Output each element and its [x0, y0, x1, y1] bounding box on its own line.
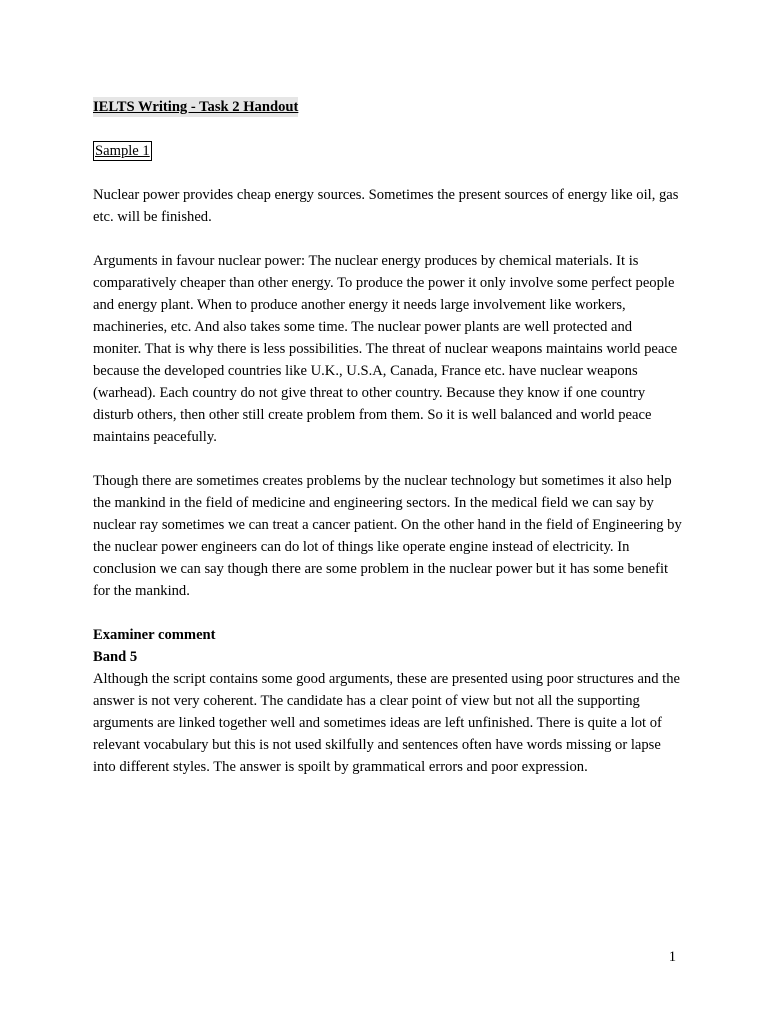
- document-title: IELTS Writing - Task 2 Handout: [93, 99, 299, 115]
- document-page: [93, 96, 683, 778]
- examiner-comment-text: Although the script contains some good arguments, these are presented using poor structures and the answer is not very coherent. The candidate has a clear point of view but not all the supporting arguments are linked together well and sometimes ideas are left unfinished. There is quite a lot of relevant vocabulary but this is not used skilfully and sentences often have words missing or lapse into different styles. The answer is spoilt by grammatical errors and poor expression.: [93, 671, 680, 775]
- essay-paragraph-3: Though there are sometimes creates problems by the nuclear technology but sometimes it also help the mankind in the field of medicine and engineering sectors. In the medical field we can say by nuclear ray sometimes we can treat a cancer patient. On the other hand in the field of Engineering by the nuclear power engineers can do lot of things like operate engine instead of electricity. In conclusion we can say though there are some problem in the nuclear power but it has some benefit for the mankind.: [93, 473, 682, 599]
- spacer: [93, 228, 683, 250]
- spacer: [93, 602, 683, 624]
- band-score: Band 5: [93, 649, 138, 665]
- examiner-comment-heading: Examiner comment: [93, 627, 216, 643]
- spacer: [93, 448, 683, 470]
- essay-paragraph-1: Nuclear power provides cheap energy sources. Sometimes the present sources of energy like oil, gas etc. will be finished.: [93, 187, 679, 225]
- essay-paragraph-2: Arguments in favour nuclear power: The nuclear energy produces by chemical materials. It is comparatively cheaper than other energy. To produce the power it only involve some perfect people and energy plant. When to produce another energy it needs large involvement like workers, machineries, etc. And also takes some time. The nuclear power plants are well protected and moniter. That is why there is less possibilities. The threat of nuclear weapons maintains world peace because the developed countries like U.K., U.S.A, Canada, France etc. have nuclear weapons (warhead). Each country do not give threat to other country. Because they know if one country disturb others, then other still create problem from them. So it is well balanced and world peace maintains peacefully.: [93, 253, 678, 445]
- spacer: [93, 118, 683, 140]
- sample-label: Sample 1: [95, 143, 150, 159]
- document-title-line: [93, 96, 683, 118]
- spacer: [93, 162, 683, 184]
- page-number: 1: [668, 949, 676, 965]
- sample-label-line: [93, 140, 683, 162]
